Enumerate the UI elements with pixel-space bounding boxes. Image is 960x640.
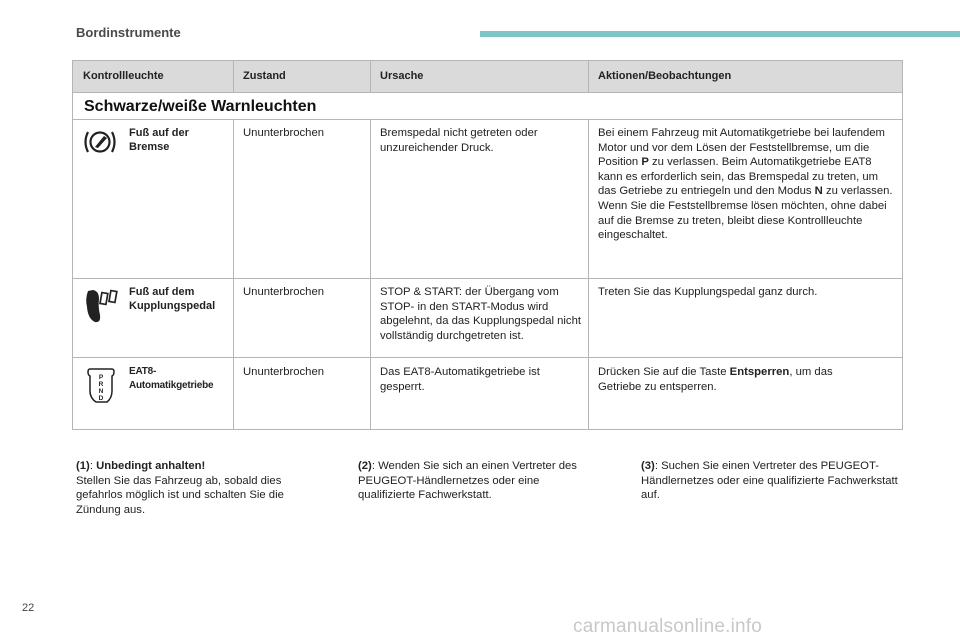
column-header: Aktionen/Beobachtungen bbox=[598, 70, 732, 82]
group-title: Schwarze/weiße Warnleuchten bbox=[84, 98, 317, 115]
table-header bbox=[73, 61, 902, 93]
column-divider bbox=[370, 61, 371, 93]
footnote-text: : Suchen Sie einen Vertreter des PEUGEOT-Händlernetzes oder eine qualifizierte Fachwerkstatt auf. bbox=[641, 460, 898, 502]
gear-position-p: P bbox=[641, 156, 649, 169]
column-divider bbox=[233, 120, 234, 430]
indicator-name: Fuß auf dem Kupplungspedal bbox=[129, 286, 216, 312]
action-cell bbox=[598, 365, 878, 394]
column-divider bbox=[233, 61, 234, 93]
gear-mode-n: N bbox=[814, 185, 823, 198]
footnote-ref: (3) bbox=[641, 460, 655, 472]
action-text: Drücken Sie auf die Taste bbox=[598, 366, 730, 378]
action-cell: Treten Sie das Kupplungspedal ganz durch. bbox=[598, 286, 818, 298]
column-divider bbox=[588, 61, 589, 93]
state-cell: Ununterbrochen bbox=[243, 366, 325, 378]
column-header: Zustand bbox=[243, 70, 286, 82]
indicator-name: Fuß auf der Bremse bbox=[129, 127, 189, 153]
action-text: , um das Getriebe zu entsperren. bbox=[598, 366, 833, 393]
row-divider bbox=[73, 119, 902, 120]
section-label: Bordinstrumente bbox=[76, 25, 181, 40]
gear-letter: N bbox=[98, 388, 104, 395]
gearbox-prnd-icon bbox=[87, 367, 115, 405]
cause-cell: Bremspedal nicht getreten oder unzureichender Druck. bbox=[380, 127, 538, 154]
action-text: zu verlassen. Wenn Sie die Feststellbremse lösen möchten, ohne dabei auf die Bremse zu treten, bleibt diese Kontrollleuchte eingeschaltet. bbox=[598, 185, 893, 242]
page-number: 22 bbox=[22, 602, 35, 614]
action-text: Bei einem Fahrzeug mit Automatikgetriebe bei laufendem Motor und vor dem Lösen der Feststellbremse, um die Position bbox=[598, 127, 885, 169]
cause-cell: Das EAT8-Automatikgetriebe ist gesperrt. bbox=[380, 366, 540, 393]
unlock-button-label: Entsperren bbox=[729, 366, 790, 378]
section-accent-bar bbox=[480, 31, 960, 37]
column-header: Ursache bbox=[380, 70, 424, 82]
indicator-name: EAT8-Automatikgetriebe bbox=[129, 366, 214, 391]
gear-letter: P bbox=[98, 374, 104, 381]
row-divider bbox=[73, 278, 902, 279]
column-header: Kontrollleuchte bbox=[83, 70, 164, 82]
foot-on-brake-icon bbox=[82, 129, 118, 155]
watermark: carmanualsonline.info bbox=[573, 616, 763, 637]
state-cell: Ununterbrochen bbox=[243, 286, 325, 298]
footnote-ref: (1) bbox=[76, 460, 90, 472]
state-cell: Ununterbrochen bbox=[243, 127, 325, 139]
gear-letter: R bbox=[98, 381, 104, 388]
action-cell bbox=[598, 126, 898, 243]
row-divider bbox=[73, 357, 902, 358]
gear-letter: D bbox=[98, 395, 104, 402]
footnote-text: : Wenden Sie sich an einen Vertreter des PEUGEOT-Händlernetzes oder eine qualifizierte Fachwerkstatt. bbox=[358, 460, 577, 502]
foot-on-clutch-icon bbox=[82, 285, 120, 325]
action-text: zu verlassen. Beim Automatikgetriebe EAT8 kann es erforderlich sein, das Bremspedal zu treten, um das Getriebe zu entriegeln und den Modus bbox=[598, 156, 879, 198]
footnote-separator: : bbox=[89, 460, 97, 472]
footnote-ref: (2) bbox=[358, 460, 372, 472]
footnote-1 bbox=[76, 459, 311, 517]
footnote-text: Stellen Sie das Fahrzeug ab, sobald dies gefahrlos möglich ist und schalten Sie die Zündung aus. bbox=[76, 474, 284, 516]
warning-lights-table bbox=[72, 60, 903, 430]
column-divider bbox=[370, 120, 371, 430]
footnote-2 bbox=[358, 459, 583, 503]
cause-cell: STOP & START: der Übergang vom STOP- in den START-Modus wird abgelehnt, da das Kupplungspedal nicht vollständig durchgetreten ist. bbox=[380, 286, 581, 342]
footnote-warning: Unbedingt anhalten! bbox=[96, 460, 206, 472]
column-divider bbox=[588, 120, 589, 430]
footnote-3 bbox=[641, 459, 906, 503]
